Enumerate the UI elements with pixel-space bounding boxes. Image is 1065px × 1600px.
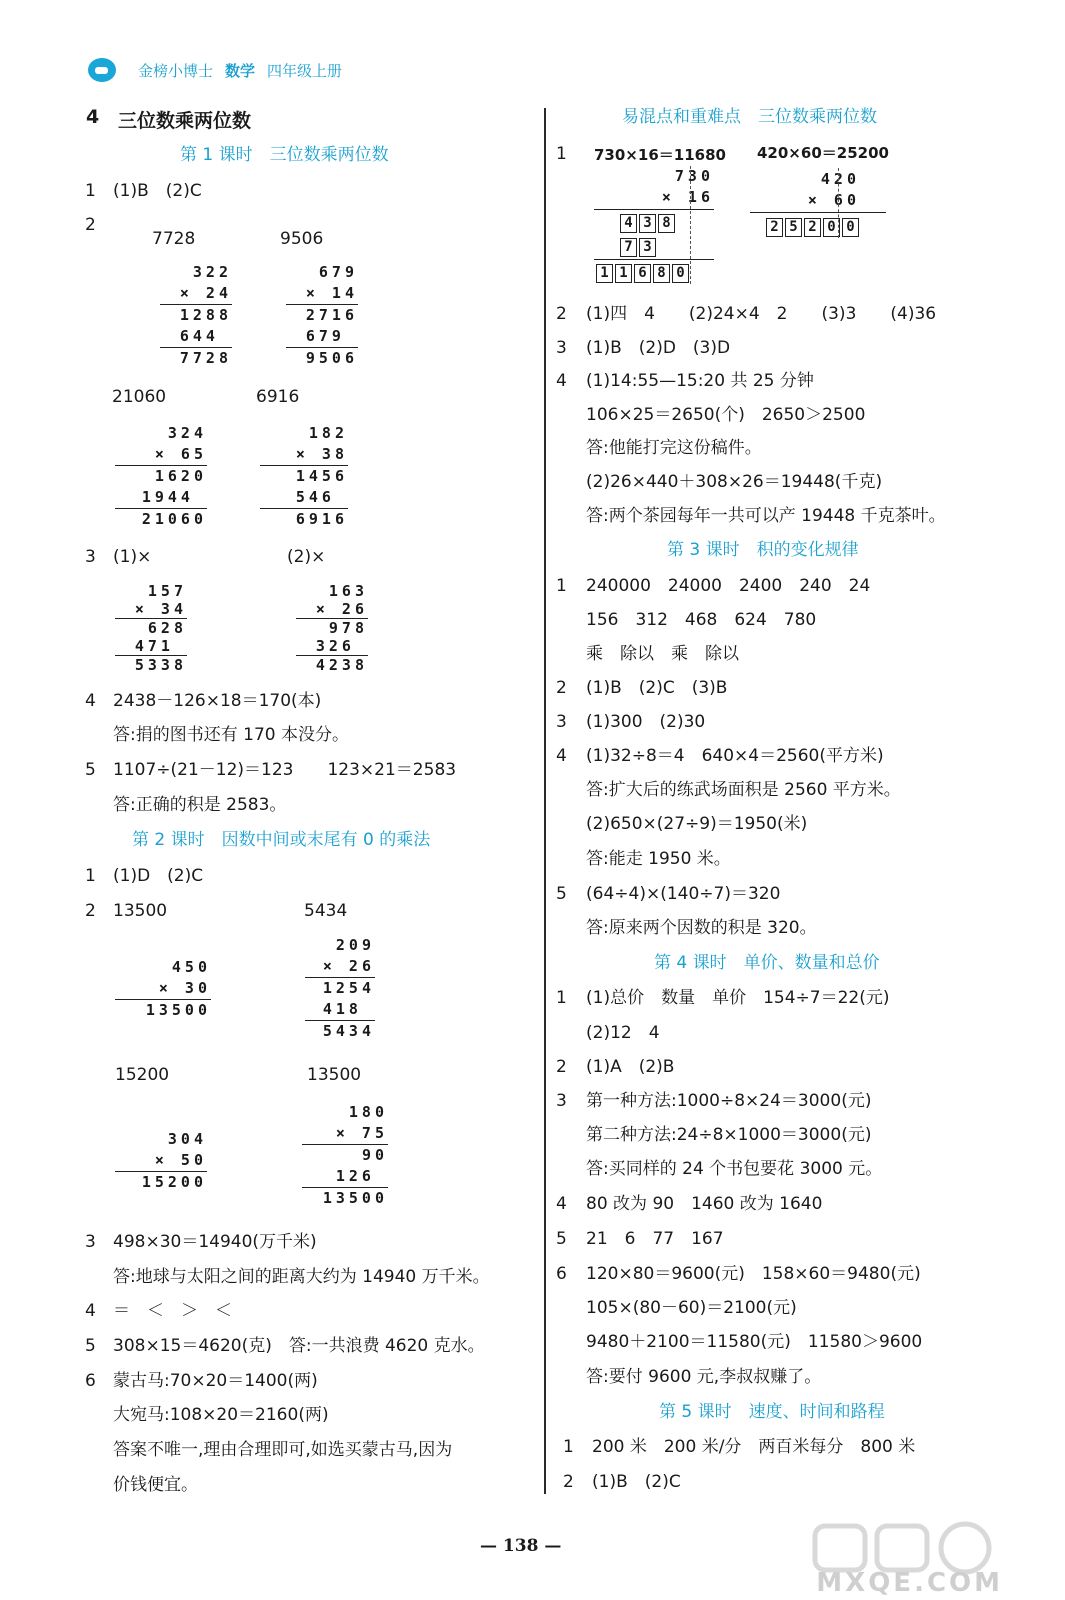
answer-line: 答:他能打完这份稿件。 xyxy=(586,438,762,458)
q-number: 2 xyxy=(556,1057,567,1077)
answer-line: (1)× xyxy=(113,547,152,567)
q-number: 4 xyxy=(556,371,567,391)
rule-line xyxy=(594,209,714,210)
q-number: 4 xyxy=(556,1194,567,1214)
answer-line: 730×16＝11680 xyxy=(594,146,726,164)
answer-line: 大宛马:108×20＝2160(两) xyxy=(113,1405,329,1425)
vertical-multiplication: 450 × 30 13500 xyxy=(115,957,211,1021)
logo-icon xyxy=(88,58,116,82)
answer-line: 420×60＝25200 xyxy=(757,144,889,162)
rule-line xyxy=(750,212,886,213)
answer-line: 9480＋2100＝11580(元) 11580＞9600 xyxy=(586,1332,923,1352)
q-number: 1 xyxy=(85,866,96,886)
answer-line: 240000 24000 2400 240 24 xyxy=(586,576,871,596)
q-number: 5 xyxy=(85,760,96,780)
lesson-4-title: 第 4 课时 单价、数量和总价 xyxy=(654,953,880,973)
answer-line: 9506 xyxy=(280,229,324,249)
answer-line: (1)总价 数量 单价 154÷7＝22(元) xyxy=(586,988,890,1008)
q-number: 3 xyxy=(556,338,567,358)
answer-line: (1)B (2)C xyxy=(113,181,202,201)
q-number: 4 xyxy=(85,1301,96,1321)
q-number: 5 xyxy=(85,1336,96,1356)
q-number: 3 xyxy=(85,1232,96,1252)
answer-line: 21060 xyxy=(112,387,167,407)
answer-line: (1)B (2)C xyxy=(592,1472,681,1492)
lesson-1-title: 第 1 课时 三位数乘两位数 xyxy=(180,145,389,165)
boxed-digits: 2 5 2 0 0 xyxy=(766,216,861,237)
answer-line: (1)14:55—15:20 共 25 分钟 xyxy=(586,371,814,391)
answer-line: 2438－126×18＝170(本) xyxy=(113,691,322,711)
answer-line: 498×30＝14940(万千米) xyxy=(113,1232,317,1252)
answer-line: (1)300 (2)30 xyxy=(586,712,706,732)
q-number: 1 xyxy=(85,181,96,201)
vertical-multiplication: 730 × 16 xyxy=(661,167,714,206)
answer-line: 21 6 77 167 xyxy=(586,1229,724,1249)
q-number: 4 xyxy=(85,691,96,711)
lesson-5-title: 第 5 课时 速度、时间和路程 xyxy=(659,1402,885,1422)
answer-line: 105×(80－60)＝2100(元) xyxy=(586,1298,797,1318)
answer-line: 80 改为 90 1460 改为 1640 xyxy=(586,1194,823,1214)
answer-line: 答:原来两个因数的积是 320。 xyxy=(586,918,817,938)
key-points-title: 易混点和重难点 三位数乘两位数 xyxy=(622,107,877,127)
vertical-multiplication: 324 × 65 1620 1944 21060 xyxy=(115,423,207,530)
boxed-digits: 7 3 xyxy=(620,236,658,257)
page-number: — 138 — xyxy=(480,1536,562,1556)
answer-line: 答:买同样的 24 个书包要花 3000 元。 xyxy=(586,1159,883,1179)
column-divider xyxy=(544,108,546,1494)
q-number: 3 xyxy=(85,547,96,567)
q-number: 1 xyxy=(556,576,567,596)
answer-line: 13500 xyxy=(113,901,168,921)
answer-line: 13500 xyxy=(307,1065,362,1085)
q-number: 1 xyxy=(556,988,567,1008)
answer-line: 6916 xyxy=(256,387,300,407)
answer-line: 308×15＝4620(克) 答:一共浪费 4620 克水。 xyxy=(113,1336,485,1356)
vertical-multiplication: 163 × 26 978 326 4238 xyxy=(296,582,368,674)
answer-line: 第二种方法:24÷8×1000＝3000(元) xyxy=(586,1125,872,1145)
answer-line: 120×80＝9600(元) 158×60＝9480(元) xyxy=(586,1264,921,1284)
answer-line: (2)× xyxy=(287,547,326,567)
q-number: 2 xyxy=(556,678,567,698)
q-number: 2 xyxy=(85,215,96,235)
answer-line: 答:两个茶园每年一共可以产 19448 千克茶叶。 xyxy=(586,506,946,526)
q-number: 1 xyxy=(563,1437,574,1457)
answer-line: 蒙古马:70×20＝1400(两) xyxy=(113,1371,318,1391)
vertical-multiplication: 180 × 75 90 126 13500 xyxy=(302,1102,388,1209)
answer-line: 15200 xyxy=(115,1065,170,1085)
vertical-multiplication: 304 × 50 15200 xyxy=(115,1129,207,1193)
boxed-digits: 1 1 6 8 0 xyxy=(596,262,691,283)
watermark-text: MXQE.COM xyxy=(816,1568,1003,1598)
grade: 四年级上册 xyxy=(267,61,343,80)
q-number: 3 xyxy=(556,1091,567,1111)
q-number: 1 xyxy=(556,144,567,164)
header-text xyxy=(138,60,342,81)
answer-line: 第一种方法:1000÷8×24＝3000(元) xyxy=(586,1091,872,1111)
answer-line: 答案不唯一,理由合理即可,如选买蒙古马,因为 xyxy=(113,1440,453,1460)
lesson-3-title: 第 3 课时 积的变化规律 xyxy=(667,540,859,560)
answer-line: 156 312 468 624 780 xyxy=(586,610,817,630)
answer-line: (1)B (2)D (3)D xyxy=(586,338,731,358)
answer-line: 乘 除以 乘 除以 xyxy=(586,644,739,664)
answer-line: ＝ ＜ ＞ ＜ xyxy=(113,1301,232,1321)
answer-line: 5434 xyxy=(304,901,348,921)
vertical-multiplication: 420 × 60 xyxy=(807,170,860,209)
answer-line: (1)A (2)B xyxy=(586,1057,675,1077)
vertical-multiplication: 182 × 38 1456 546 6916 xyxy=(260,423,348,530)
answer-line: (2)26×440＋308×26＝19448(千克) xyxy=(586,472,883,492)
answer-line: (1)D (2)C xyxy=(113,866,204,886)
answer-line: 答:能走 1950 米。 xyxy=(586,849,731,869)
page-header xyxy=(88,58,342,82)
vertical-multiplication: 679 × 14 2716 679 9506 xyxy=(286,262,358,369)
answer-line: 价钱便宜。 xyxy=(113,1475,198,1495)
answer-line: 答:要付 9600 元,李叔叔赚了。 xyxy=(586,1367,822,1387)
answer-line: 106×25＝2650(个) 2650＞2500 xyxy=(586,405,866,425)
answer-line: (2)12 4 xyxy=(586,1023,660,1043)
answer-line: (1)32÷8＝4 640×4＝2560(平方米) xyxy=(586,746,884,766)
q-number: 2 xyxy=(563,1472,574,1492)
q-number: 6 xyxy=(556,1264,567,1284)
answer-line: (2)650×(27÷9)＝1950(米) xyxy=(586,814,808,834)
answer-line: 答:扩大后的练武场面积是 2560 平方米。 xyxy=(586,780,901,800)
subject: 数学 xyxy=(225,61,256,80)
vertical-multiplication: 322 × 24 1288 644 7728 xyxy=(160,262,232,369)
dashed-guide xyxy=(690,166,691,284)
boxed-digits: 4 3 8 xyxy=(620,212,677,233)
answer-line: 答:地球与太阳之间的距离大约为 14940 万千米。 xyxy=(113,1267,490,1287)
answer-line: (64÷4)×(140÷7)＝320 xyxy=(586,884,781,904)
q-number: 6 xyxy=(85,1371,96,1391)
vertical-multiplication: 209 × 26 1254 418 5434 xyxy=(305,935,375,1042)
answer-line: 1107÷(21－12)＝123 123×21＝2583 xyxy=(113,760,457,780)
answer-line: (1)四 4 (2)24×4 2 (3)3 (4)36 xyxy=(586,304,937,324)
q-number: 2 xyxy=(556,304,567,324)
rule-line xyxy=(594,259,714,260)
dashed-guide xyxy=(838,168,839,238)
brand: 金榜小博士 xyxy=(138,61,214,80)
q-number: 4 xyxy=(556,746,567,766)
q-number: 3 xyxy=(556,712,567,732)
vertical-multiplication: 157 × 34 628 471 5338 xyxy=(115,582,187,674)
chapter-number: 4 xyxy=(86,106,100,128)
answer-line: 200 米 200 米/分 两百米每分 800 米 xyxy=(592,1437,916,1457)
answer-line: (1)B (2)C (3)B xyxy=(586,678,728,698)
chapter-title: 三位数乘两位数 xyxy=(118,110,252,132)
answer-line: 答:捐的图书还有 170 本没分。 xyxy=(113,725,349,745)
q-number: 2 xyxy=(85,901,96,921)
q-number: 5 xyxy=(556,884,567,904)
answer-line: 答:正确的积是 2583。 xyxy=(113,795,287,815)
answer-line: 7728 xyxy=(152,229,196,249)
q-number: 5 xyxy=(556,1229,567,1249)
lesson-2-title: 第 2 课时 因数中间或末尾有 0 的乘法 xyxy=(132,830,431,850)
